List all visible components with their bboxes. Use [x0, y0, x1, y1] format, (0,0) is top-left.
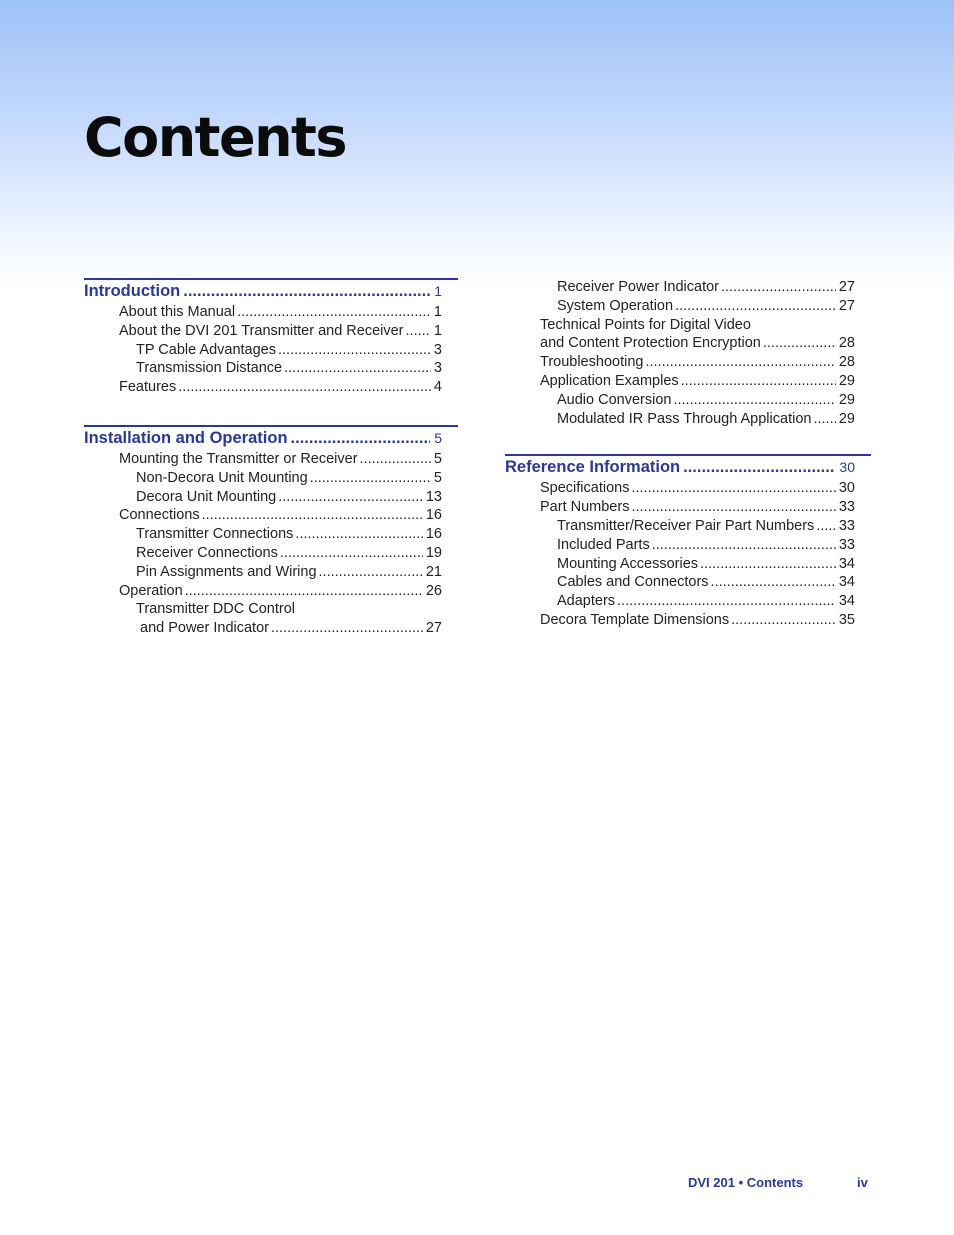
toc-entry[interactable]	[84, 359, 458, 378]
toc-entry[interactable]	[84, 563, 458, 582]
toc-entry-page: 34	[838, 555, 855, 572]
section-heading-title: Introduction	[84, 282, 181, 300]
toc-entry[interactable]	[84, 378, 458, 397]
toc-section-heading[interactable]	[84, 425, 458, 450]
dot-leader	[645, 353, 835, 372]
dot-leader	[631, 498, 835, 517]
toc-entry-title: Receiver Power Indicator	[557, 279, 719, 295]
toc-entry-page: 28	[838, 354, 855, 371]
dot-leader	[683, 458, 835, 477]
toc-entry-title: Audio Conversion	[557, 391, 672, 408]
section-heading-page: 5	[434, 429, 442, 446]
toc-entry-title: Mounting the Transmitter or Receiver	[119, 450, 358, 467]
dot-leader	[406, 322, 431, 341]
toc-entry[interactable]	[505, 536, 871, 555]
toc-entry[interactable]	[505, 372, 871, 391]
toc-left-column	[84, 278, 458, 638]
toc-entry-title: Non-Decora Unit Mounting	[136, 469, 308, 486]
dot-leader	[813, 410, 835, 429]
toc-entry-page: 5	[433, 450, 442, 467]
dot-leader	[185, 582, 423, 601]
dot-leader	[183, 282, 430, 301]
toc-entry[interactable]	[505, 498, 871, 517]
footer-doc-label: DVI 201 • Contents	[688, 1175, 804, 1190]
dot-leader	[278, 488, 423, 507]
toc-entry[interactable]	[84, 619, 458, 638]
toc-entry-title: Specifications	[540, 480, 630, 497]
toc-entry-page: 5	[433, 469, 442, 486]
toc-entry-list	[84, 450, 458, 638]
dot-leader	[711, 573, 836, 592]
dot-leader	[816, 517, 836, 536]
toc-entry[interactable]	[505, 611, 871, 630]
toc-entry-page: 19	[425, 544, 442, 561]
toc-entry-title: TP Cable Advantages	[136, 341, 276, 358]
dot-leader	[731, 611, 836, 630]
toc-entry-title: Transmission Distance	[136, 360, 283, 377]
toc-entry-title: Operation	[119, 582, 183, 599]
dot-leader	[202, 506, 423, 525]
dot-leader	[700, 555, 836, 574]
footer-page-number: iv	[857, 1175, 868, 1190]
toc-entry[interactable]	[84, 525, 458, 544]
toc-entry[interactable]	[84, 341, 458, 360]
toc-entry-title: Cables and Connectors	[557, 574, 709, 591]
toc-entry[interactable]	[84, 600, 458, 619]
toc-entry-title: Decora Template Dimensions	[540, 611, 730, 628]
toc-entry[interactable]	[84, 450, 458, 469]
toc-entry-page: 3	[433, 341, 442, 358]
toc-entry-page: 27	[838, 279, 855, 295]
toc-entry-page: 1	[433, 304, 442, 320]
toc-section	[84, 425, 458, 638]
toc-entry-page: 35	[838, 611, 855, 628]
toc-entry[interactable]	[505, 391, 871, 410]
toc-continued-list	[505, 278, 871, 428]
toc-entry-page: 4	[433, 379, 442, 396]
toc-entry-title: Included Parts	[557, 536, 650, 553]
dot-leader	[360, 450, 431, 469]
toc-entry[interactable]	[505, 410, 871, 429]
dot-leader	[310, 469, 431, 488]
dot-leader	[291, 429, 431, 448]
toc-entry[interactable]	[84, 303, 458, 322]
dot-leader	[763, 334, 836, 353]
toc-entry-page: 27	[838, 297, 855, 314]
toc-entry-title: and Power Indicator	[140, 620, 269, 637]
dot-leader	[278, 341, 431, 360]
toc-entry-title: Pin Assignments and Wiring	[136, 563, 317, 580]
toc-entry-title: System Operation	[557, 297, 674, 314]
toc-right-column	[505, 278, 871, 630]
toc-entry[interactable]	[505, 592, 871, 611]
toc-entry-page: 1	[433, 322, 442, 339]
toc-section	[505, 454, 871, 629]
dot-leader	[237, 303, 431, 322]
dot-leader	[319, 563, 423, 582]
toc-entry-title: Transmitter DDC Control	[136, 601, 295, 618]
toc-entry[interactable]	[505, 517, 871, 536]
dot-leader	[280, 544, 423, 563]
toc-entry-title: and Content Protection Encryption	[540, 335, 761, 352]
dot-leader	[721, 278, 836, 297]
section-heading-title: Installation and Operation	[84, 428, 288, 447]
toc-entry-list	[84, 303, 458, 397]
toc-entry[interactable]	[84, 469, 458, 488]
toc-entry[interactable]	[505, 297, 871, 316]
section-heading-title: Reference Information	[505, 458, 681, 477]
toc-entry-page: 3	[433, 360, 442, 377]
toc-entry-page: 13	[425, 488, 442, 505]
toc-section-heading[interactable]	[84, 278, 458, 303]
toc-entry[interactable]	[505, 479, 871, 498]
dot-leader	[284, 359, 431, 378]
toc-entry-page: 21	[425, 563, 442, 580]
toc-entry[interactable]	[505, 334, 871, 353]
toc-entry-title: Transmitter Connections	[136, 526, 294, 543]
toc-entry-list	[505, 479, 871, 629]
toc-entry[interactable]	[84, 506, 458, 525]
dot-leader	[178, 378, 431, 397]
toc-entry-title: Mounting Accessories	[557, 555, 699, 572]
toc-entry-page: 29	[838, 410, 855, 427]
toc-entry-page: 34	[838, 593, 855, 610]
toc-section-heading[interactable]	[505, 454, 871, 479]
toc-entry[interactable]	[84, 544, 458, 563]
toc-entry-title: Receiver Connections	[136, 544, 278, 561]
toc-entry-title: Decora Unit Mounting	[136, 488, 277, 505]
toc-entry-page: 33	[838, 536, 855, 553]
toc-entry-page: 34	[838, 574, 855, 591]
toc-entry-title: About the DVI 201 Transmitter and Receiver	[119, 322, 404, 339]
toc-entry-title: Troubleshooting	[540, 354, 644, 371]
dot-leader	[295, 525, 422, 544]
section-heading-page: 1	[434, 283, 442, 299]
toc-entry-title: Part Numbers	[540, 499, 630, 516]
toc-entry[interactable]	[84, 322, 458, 341]
toc-entry-page: 33	[838, 517, 855, 534]
toc-entry-page: 27	[425, 620, 442, 637]
toc-entry-page: 16	[425, 507, 442, 524]
dot-leader	[675, 297, 836, 316]
toc-entry-title: Application Examples	[540, 372, 679, 389]
toc-entry-page: 30	[838, 480, 855, 497]
toc-entry[interactable]	[84, 582, 458, 601]
dot-leader	[271, 619, 423, 638]
toc-entry[interactable]	[505, 316, 871, 335]
toc-entry[interactable]	[505, 353, 871, 372]
toc-entry[interactable]	[84, 488, 458, 507]
dot-leader	[673, 391, 835, 410]
toc-entry-title: Adapters	[557, 593, 616, 610]
dot-leader	[652, 536, 836, 555]
toc-entry-page: 28	[838, 335, 855, 352]
toc-entry-title: Transmitter/Receiver Pair Part Numbers	[557, 517, 815, 534]
toc-entry-title: Modulated IR Pass Through Application	[557, 410, 812, 427]
toc-entry-page: 16	[425, 526, 442, 543]
toc-entry-title: About this Manual	[119, 304, 236, 320]
page-title: Contents	[84, 106, 347, 169]
toc-entry-page: 26	[425, 582, 442, 599]
dot-leader	[681, 372, 836, 391]
toc-entry-title: Technical Points for Digital Video	[540, 316, 751, 333]
toc-entry-title: Connections	[119, 507, 200, 524]
toc-entry-page: 33	[838, 499, 855, 516]
dot-leader	[631, 479, 835, 498]
toc-entry[interactable]	[505, 573, 871, 592]
toc-entry-page: 29	[838, 391, 855, 408]
toc-entry-title: Features	[119, 379, 177, 396]
toc-section	[84, 278, 458, 397]
toc-entry-page: 29	[838, 372, 855, 389]
section-heading-page: 30	[839, 459, 855, 476]
toc-entry[interactable]	[505, 555, 871, 574]
dot-leader	[617, 592, 836, 611]
toc-entry[interactable]	[505, 278, 871, 297]
